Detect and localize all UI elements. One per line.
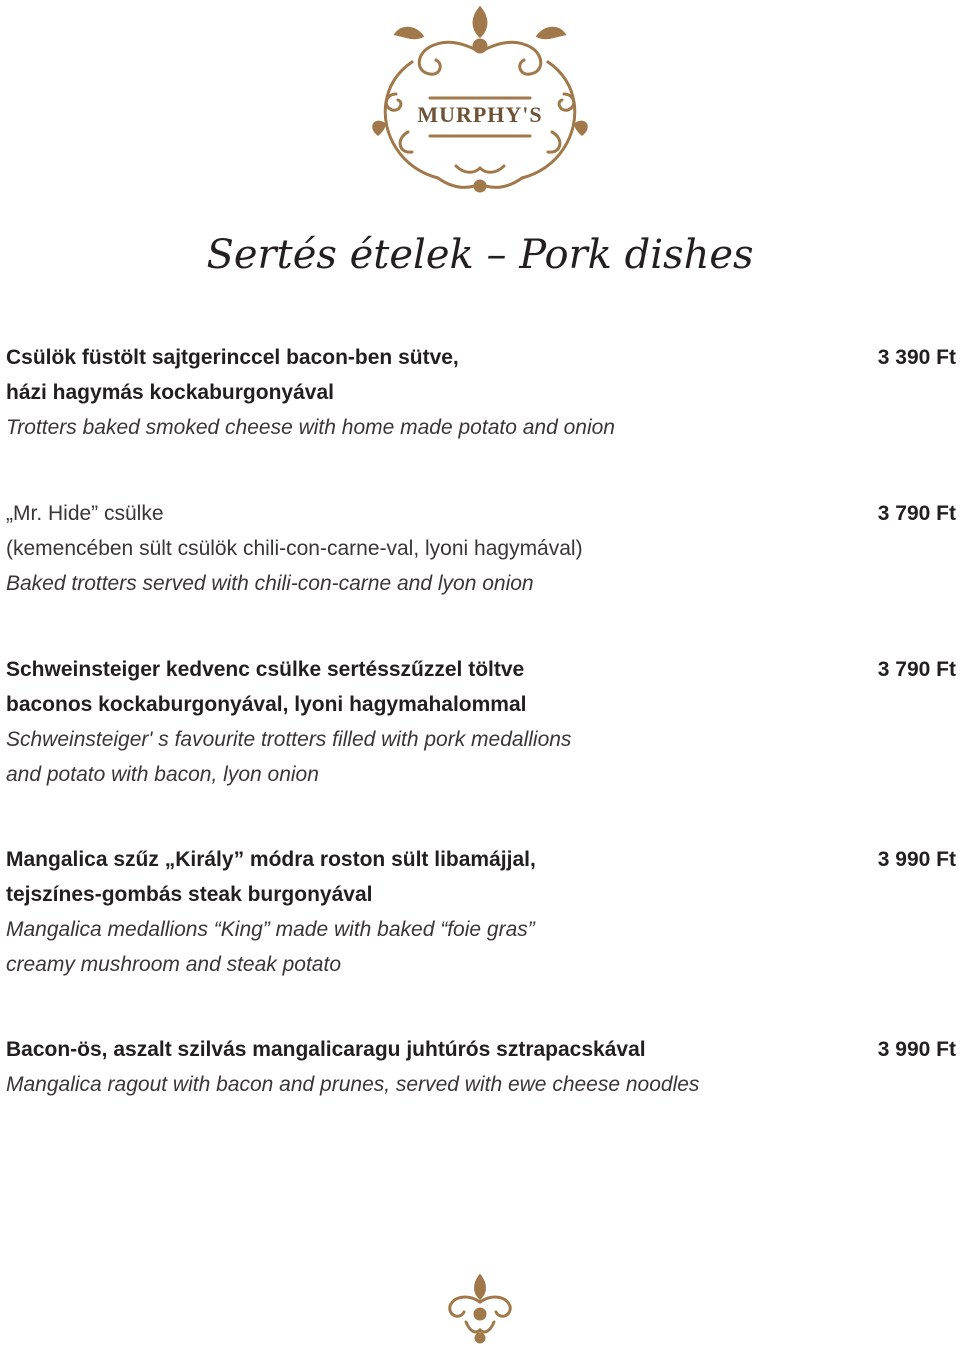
dish-name-hungarian: házi hagymás kockaburgonyával (6, 381, 334, 404)
menu-item (6, 340, 956, 445)
dish-name-hungarian: baconos kockaburgonyával, lyoni hagymahalommal (6, 693, 527, 716)
menu-item (6, 842, 956, 982)
menu-item (6, 1032, 956, 1102)
dish-description-english: and potato with bacon, lyon onion (6, 763, 319, 786)
dish-name-hungarian: Csülök füstölt sajtgerinccel bacon-ben sütve, (6, 346, 459, 369)
dish-description-english: Trotters baked smoked cheese with home made potato and onion (6, 416, 615, 439)
footer-ornament (440, 1272, 520, 1344)
dish-name-hungarian: tejszínes-gombás steak burgonyával (6, 883, 373, 906)
dish-description-english: Schweinsteiger' s favourite trotters filled with pork medallions (6, 728, 572, 751)
logo-brand-name: MURPHY'S (417, 102, 543, 127)
dish-description-english: Mangalica medallions “King” made with baked “foie gras” (6, 918, 535, 941)
ornament-flourish-icon (440, 1272, 520, 1344)
dish-price: 3 990 Ft (877, 848, 956, 871)
section-heading: Sertés ételek – Pork dishes (206, 232, 754, 278)
dish-name-hungarian: Schweinsteiger kedvenc csülke sertésszűzzel töltve (6, 658, 525, 681)
dish-price: 3 790 Ft (877, 658, 956, 681)
dish-price: 3 390 Ft (877, 346, 956, 369)
menu-item (6, 652, 956, 792)
dish-price: 3 990 Ft (877, 1038, 956, 1061)
murphys-logo (352, 2, 608, 194)
dish-price: 3 790 Ft (877, 502, 956, 525)
dish-description-english: Baked trotters served with chili-con-carne and lyon onion (6, 572, 534, 595)
dish-description-english: Mangalica ragout with bacon and prunes, served with ewe cheese noodles (6, 1073, 700, 1096)
ornament-frame-icon (352, 2, 608, 194)
dish-name-hungarian: „Mr. Hide” csülke (6, 502, 164, 525)
dish-name-hungarian: Mangalica szűz „Király” módra roston sült libamájjal, (6, 848, 536, 871)
dish-name-hungarian: Bacon-ös, aszalt szilvás mangalicaragu juhtúrós sztrapacskával (6, 1038, 646, 1061)
dish-description-english: creamy mushroom and steak potato (6, 953, 341, 976)
dish-name-hungarian: (kemencében sült csülök chili-con-carne-val, lyoni hagymával) (6, 537, 583, 560)
menu-item (6, 496, 956, 601)
